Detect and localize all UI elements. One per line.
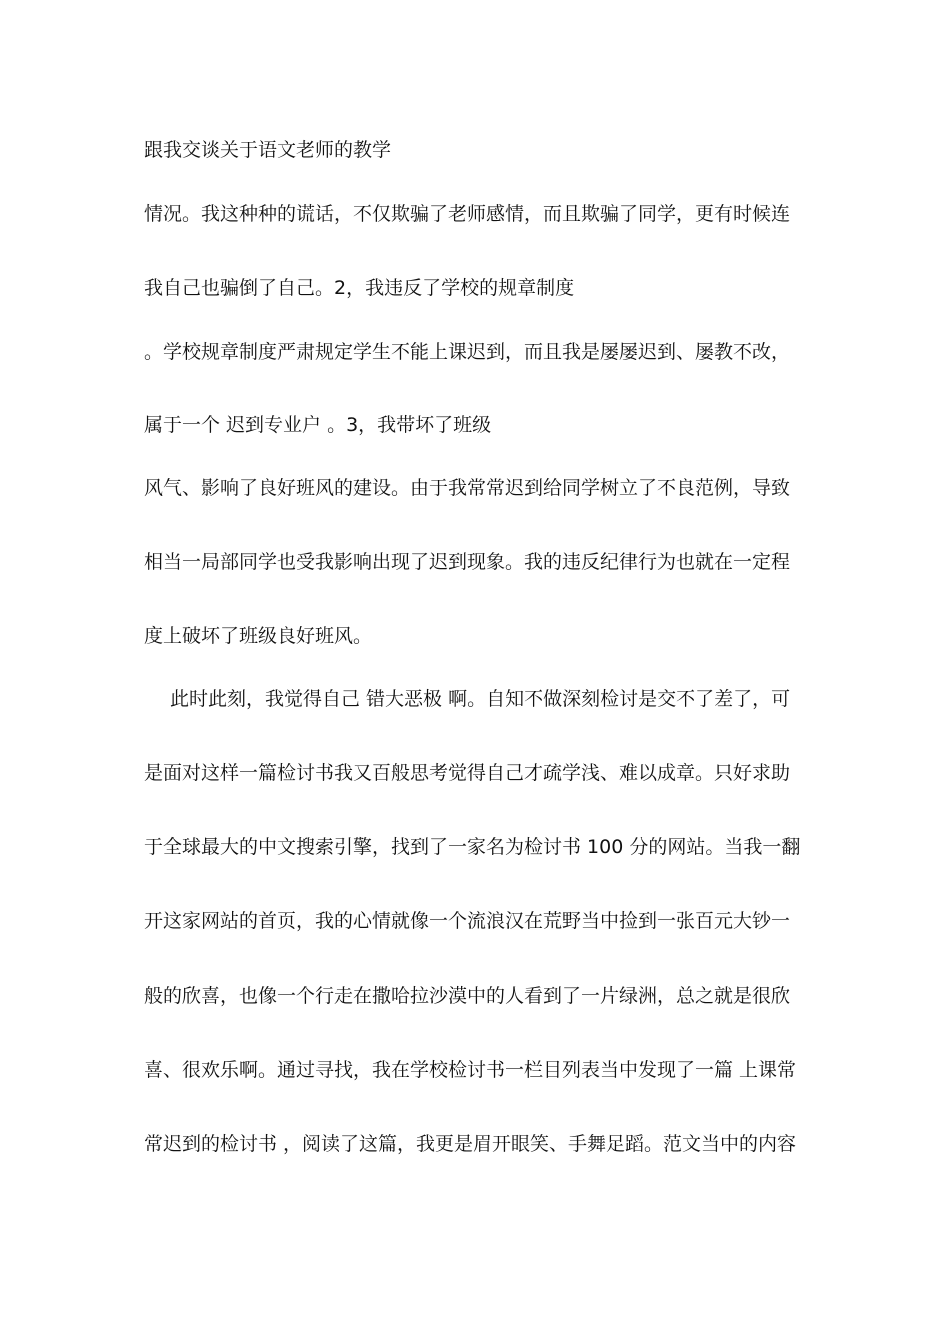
text-line: 风气、影响了良好班风的建设。由于我常常迟到给同学树立了不良范例，导致 — [144, 477, 791, 499]
text-line: 是面对这样一篇检讨书我又百般思考觉得自己才疏学浅、难以成章。只好求助 — [144, 762, 791, 784]
text-line: 相当一局部同学也受我影响出现了迟到现象。我的违反纪律行为也就在一定程 — [144, 551, 791, 573]
text-line: 般的欣喜，也像一个行走在撒哈拉沙漠中的人看到了一片绿洲，总之就是很欣 — [144, 985, 791, 1007]
text-line: 属于一个 迟到专业户 。3，我带坏了班级 — [144, 414, 492, 436]
text-line: 开这家网站的首页，我的心情就像一个流浪汉在荒野当中捡到一张百元大钞一 — [144, 910, 791, 932]
text-line: 常迟到的检讨书 ，阅读了这篇，我更是眉开眼笑、手舞足蹈。范文当中的内容 — [144, 1133, 797, 1155]
text-line: 于全球最大的中文搜索引擎，找到了一家名为检讨书 100 分的网站。当我一翻 — [144, 836, 801, 858]
text-line: 跟我交谈关于语文老师的教学 — [144, 139, 392, 161]
text-line: 我自己也骗倒了自己。2，我违反了学校的规章制度 — [144, 277, 575, 299]
text-line: 喜、很欢乐啊。通过寻找，我在学校检讨书一栏目列表当中发现了一篇 上课常 — [144, 1059, 797, 1081]
paragraph-first-line: 此时此刻，我觉得自己 错大恶极 啊。自知不做深刻检讨是交不了差了，可 — [170, 688, 791, 710]
text-line: 。学校规章制度严肃规定学生不能上课迟到，而且我是屡屡迟到、屡教不改， — [144, 341, 791, 363]
text-line: 情况。我这种种的谎话，不仅欺骗了老师感情，而且欺骗了同学，更有时候连 — [144, 203, 791, 225]
text-line: 度上破坏了班级良好班风。 — [144, 625, 373, 647]
